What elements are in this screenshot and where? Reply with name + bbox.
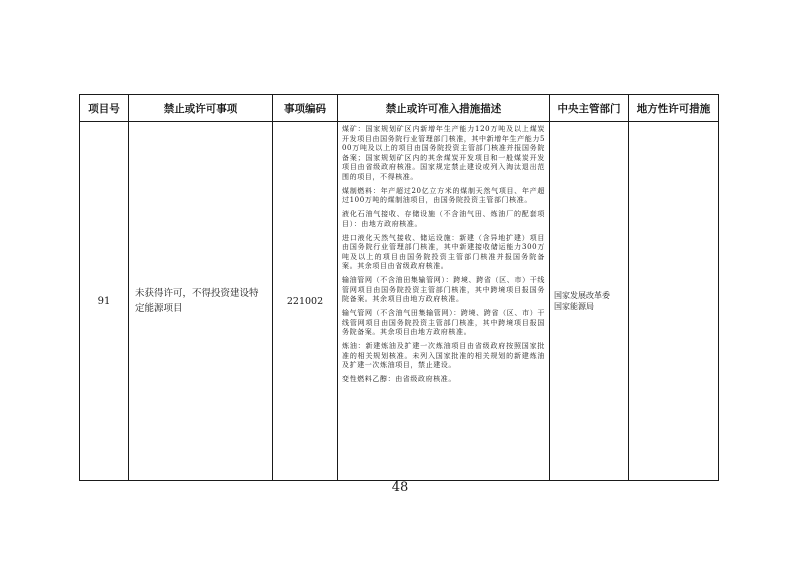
description-paragraph-ethanol: 变性燃料乙醇：由省级政府核准。 xyxy=(342,375,456,383)
table-row xyxy=(80,122,719,481)
description-paragraph-lng: 进口液化天然气接收、储运设施：新建（含异地扩建）项目由国务院行业管理部门核准，其中新建接收储运能力300万吨及以上的项目由国务院投资主管部门核准并报国务院备案。其余项目由省级政府核准。 xyxy=(342,233,545,270)
department-ndrc: 国家发展改革委 xyxy=(554,291,610,300)
cell-item-code: 221002 xyxy=(273,122,338,481)
page-number: 48 xyxy=(391,480,409,495)
cell-item-no: 91 xyxy=(80,122,129,481)
header-prohibited-item: 禁止或许可事项 xyxy=(129,95,273,122)
header-item-no: 项目号 xyxy=(80,95,129,122)
header-description: 禁止或许可准入措施描述 xyxy=(338,95,550,122)
header-item-code: 事项编码 xyxy=(273,95,338,122)
description-paragraph-coal-mine: 煤矿：国家规划矿区内新增年生产能力120万吨及以上煤炭开发项目由国务院行业管理部门核准，其中新增年生产能力500万吨及以上的项目由国务院投资主管部门核准并报国务院备案；国家规划矿区内的其余煤炭开发项目和一般煤炭开发项目由省级政府核准。国家规定禁止建设或列入淘汰退出范围的项目，不得核准。 xyxy=(342,125,545,181)
cell-description xyxy=(338,122,550,481)
department-nea: 国家能源局 xyxy=(554,302,594,311)
header-department: 中央主管部门 xyxy=(550,95,629,122)
description-paragraph-lpg: 液化石油气接收、存储设施（不含油气田、炼油厂的配套项目）：由地方政府核准。 xyxy=(342,210,545,228)
table-header-row xyxy=(80,95,719,122)
description-paragraph-coal-fuel: 煤制燃料：年产超过20亿立方米的煤制天然气项目、年产超过100万吨的煤制油项目，由国务院投资主管部门核准。 xyxy=(342,186,545,204)
header-local-measures: 地方性许可措施 xyxy=(629,95,719,122)
cell-local-measures xyxy=(629,122,719,481)
description-paragraph-refining: 炼油：新建炼油及扩建一次炼油项目由省级政府按照国家批准的相关规划核准。未列入国家批准的相关规划的新建炼油及扩建一次炼油项目，禁止建设。 xyxy=(342,342,545,369)
description-paragraph-gas-pipeline: 输气管网（不含油气田集输管网）：跨境、跨省（区、市）干线管网项目由国务院投资主管部门核准，其中跨境项目报国务院备案。其余项目由地方政府核准。 xyxy=(342,309,545,336)
market-access-table xyxy=(79,94,719,481)
cell-department xyxy=(550,122,629,481)
description-paragraph-oil-pipeline: 输油管网（不含油田集输管网）：跨境、跨省（区、市）干线管网项目由国务院投资主管部门核准，其中跨境项目报国务院备案。其余项目由地方政府核准。 xyxy=(342,276,545,303)
cell-prohibited-item: 未获得许可，不得投资建设特定能源项目 xyxy=(129,122,273,481)
